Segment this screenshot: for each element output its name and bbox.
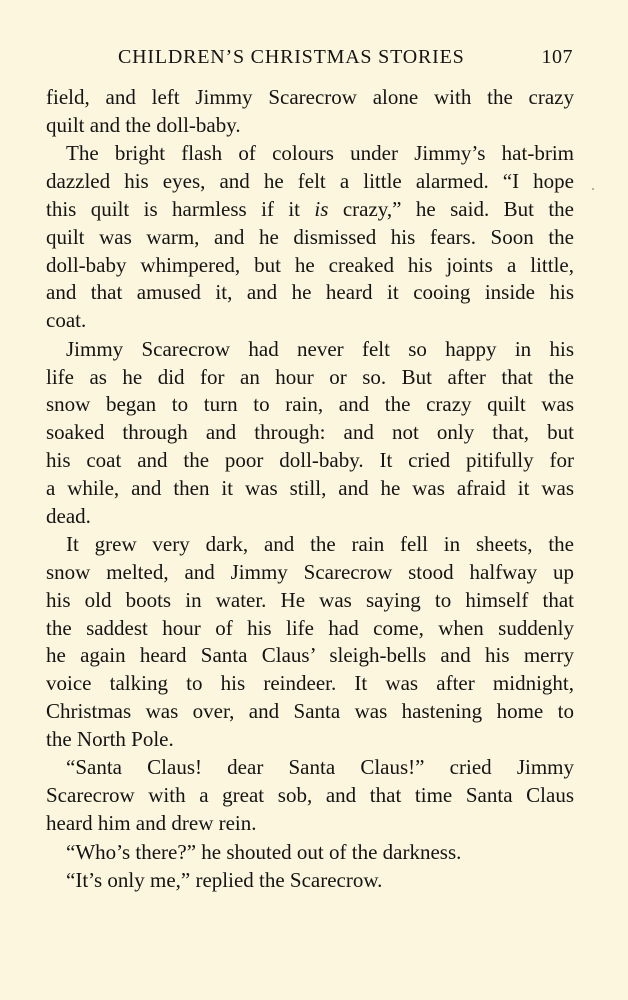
text-line: his coat and the poor doll-baby. It cried pitifully for [46,447,574,472]
paragraph-5 [46,754,574,837]
text-line: the saddest hour of his life had come, when suddenly [46,615,574,640]
emphasized-word: is [314,196,329,221]
text-line: life as he did for an hour or so. But after that the [46,364,574,389]
paragraph-6 [46,839,574,867]
text-line: snow melted, and Jimmy Scarecrow stood halfway up [46,559,574,584]
running-title: CHILDREN’S CHRISTMAS STORIES [118,46,465,68]
text-line: dead. [46,503,91,528]
text-line: he again heard Santa Claus’ sleigh-bells and his merry [46,643,574,668]
text-line: It grew very dark, and the rain fell in sheets, the [66,532,574,557]
text-line: “Santa Claus! dear Santa Claus!” cried Jimmy [66,755,574,780]
text-line: snow began to turn to rain, and the crazy quilt was [46,392,574,417]
text-line: dazzled his eyes, and he felt a little alarmed. “I hope [46,169,574,194]
text-line: soaked through and through: and not only that, but [46,420,574,445]
paper-speck [592,188,594,190]
page-number: 107 [541,46,573,68]
running-head [118,46,573,74]
paragraph-4 [46,531,574,753]
text-line: quilt and the doll-baby. [46,112,241,137]
text-line: Scarecrow with a great sob, and that time Santa Claus [46,783,574,808]
text-line: field, and left Jimmy Scarecrow alone with the crazy [46,85,574,109]
text-line: doll-baby whimpered, but he creaked his joints a little, [46,252,574,277]
text-line: his old boots in water. He was saying to himself that [46,587,574,612]
text-line: “Who’s there?” he shouted out of the darkness. [66,839,462,864]
text-line-part: this quilt is harmless if it [46,196,315,221]
text-line: “It’s only me,” replied the Scarecrow. [66,868,383,893]
paragraph-1 [46,84,574,140]
paragraph-2 [46,140,574,335]
body-text [46,84,574,895]
paragraph-7 [46,867,574,895]
text-line: Christmas was over, and Santa was hastening home to [46,698,574,723]
paragraph-3 [46,336,574,531]
text-line: quilt was warm, and he dismissed his fears. Soon the [46,224,574,249]
text-line: The bright flash of colours under Jimmy’s hat-brim [66,141,574,166]
text-line [46,196,574,224]
text-line: the North Pole. [46,726,174,751]
text-line-part: crazy,” he said. But the [328,196,575,221]
text-line: voice talking to his reindeer. It was after midnight, [46,671,574,696]
text-line: and that amused it, and he heard it cooing inside his [46,280,574,305]
text-line: a while, and then it was still, and he was afraid it was [46,475,574,500]
text-line: heard him and drew rein. [46,810,257,835]
text-line: coat. [46,308,87,333]
text-line: Jimmy Scarecrow had never felt so happy in his [66,336,574,361]
